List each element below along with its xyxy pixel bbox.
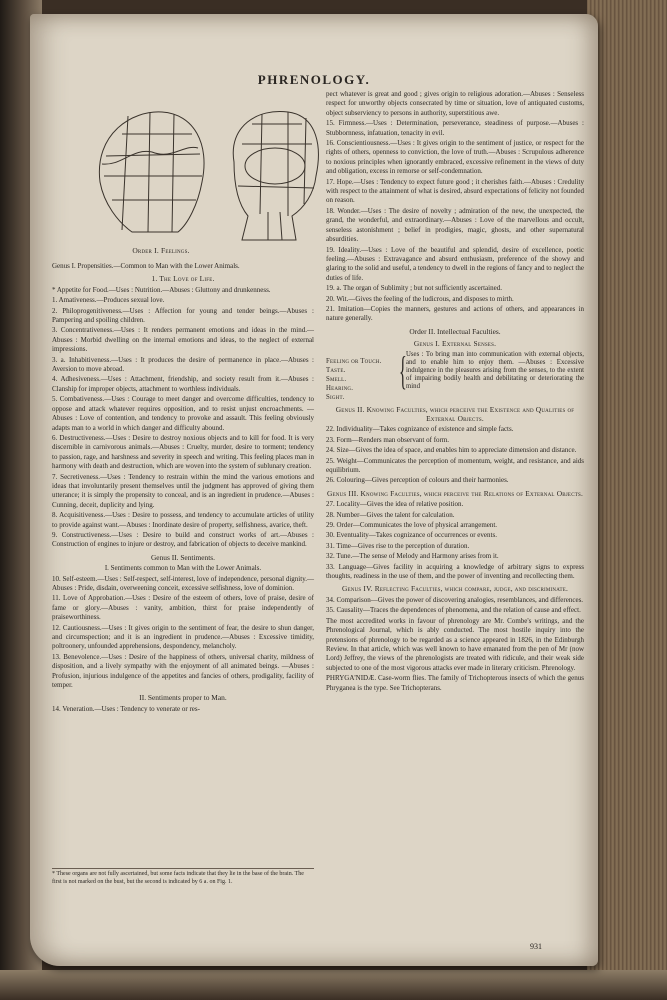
paragraph: 20. Wit.—Gives the feeling of the ludicrous, and disposes to mirth. (326, 294, 514, 303)
figure-caption: Order I. Feelings. (132, 246, 190, 255)
phrenology-heads-figure (92, 104, 322, 244)
paragraph: 25. Weight—Communicates the perception of momentum, weight, and resistance, and aids equilibrium. (326, 456, 584, 474)
paragraph: 35. Causality—Traces the dependences of phenomena, and the relation of cause and effect. (326, 606, 581, 615)
brace-glyph: { (399, 347, 407, 393)
sense-name: Feeling or Touch. (326, 357, 382, 365)
senses-list (326, 351, 396, 402)
book-bottom-edge (0, 970, 667, 1000)
section-heading: Genus I. External Senses. (413, 339, 497, 349)
paragraph: 31. Time—Gives rise to the perception of duration. (326, 541, 470, 550)
paragraph: 21. Imitation—Copies the manners, gestures and actions of others, and appearances in nature generally. (326, 304, 584, 323)
paragraph: 1. Amativeness.—Produces sexual love. (52, 296, 165, 305)
paragraph: 5. Combativeness.—Uses : Courage to meet danger and overcome difficulties, tendency to oppose and attack whatever requires opposition, and to resist unjust encroachments. —Abuses : Love of contention, and tendency to provoke and assault. This feeling obviously adapts man to a world in which danger and difficulty abound. (52, 395, 314, 432)
paragraph: 19. a. The organ of Sublimity ; but not sufficiently ascertained. (326, 284, 502, 293)
paragraph: 27. Locality—Gives the idea of relative position. (326, 500, 464, 509)
paragraph: 32. Tune.—The sense of Melody and Harmony arises from it. (326, 552, 499, 561)
paragraph: 24. Size—Gives the idea of space, and enables him to appreciate dimension and distance. (326, 446, 577, 455)
paragraph: 9. Constructiveness.—Uses : Desire to build and construct works of art.—Abuses : Construction of engines to injure or destroy, and fabrication of objects to deceive mankind. (52, 530, 314, 549)
subsection-heading: I. Sentiments common to Man with the Lower Animals. (104, 564, 262, 573)
paragraph: 15. Firmness.—Uses : Determination, perseverance, steadiness of purpose.—Abuses : Stubbornness, infatuation, tenacity in evil. (326, 119, 584, 137)
paragraph: 30. Eventuality—Takes cognizance of occurrences or events. (326, 531, 497, 540)
genus-heading: Genus I. Propensities.—Common to Man with the Lower Animals. (52, 262, 240, 270)
paragraph: 28. Number—Gives the talent for calculation. (326, 510, 455, 519)
subsection-heading: II. Sentiments proper to Man. (139, 693, 227, 703)
book-page (30, 14, 598, 966)
paragraph: 10. Self-esteem.—Uses : Self-respect, self-interest, love of independence, personal dignity.—Abuses : Pride, disdain, overweening conceit, excessive selfishness, love of dominion. (52, 574, 314, 592)
section-heading: Genus II. Knowing Faculties, which perceive the Existence and Qualities of External Objects. (335, 404, 575, 423)
paragraph: pect whatever is great and good ; gives origin to religious adoration.—Abuses : Senseless respect for unworthy objects consecrated by time or situation, love of antiquated customs, object subserviency to persons in authority, superstitious awe. (326, 90, 584, 117)
right-column (326, 90, 584, 694)
head-side-view-icon (99, 112, 204, 232)
section-heading: Genus IV. Reflecting Faculties, which compare, judge, and discriminate. (341, 584, 569, 594)
page-number: 931 (530, 942, 542, 951)
paragraph: 12. Cautiousness.—Uses : It gives origin to the sentiment of fear, the desire to shun danger, and circumspection; and it is an ingredient in prudence.—Abuses : Excessive timidity, poltroonery, unfounded apprehensions, despondency, melancholy. (52, 623, 314, 651)
paragraph: 34. Comparison—Gives the power of discovering analogies, resemblances, and differences. (326, 595, 584, 604)
sense-name: Hearing. (326, 384, 354, 392)
paragraph: 33. Language—Gives facility in acquiring a knowledge of arbitrary signs to express thoughts, readiness in the use of them, and the power of inventing and recollecting them. (326, 562, 584, 581)
paragraph: 16. Conscientiousness.—Uses : It gives origin to the sentiment of justice, or respect for the rights of others, openness to conviction, the love of truth.—Abuses : Scrupulous adherence to noxious principles when ignorantly embraced, excessive refinement in the views of duty and obligation, excess in remorse or self-condemnation. (326, 139, 584, 176)
section-heading: Genus II. Sentiments. (150, 552, 216, 562)
section-heading: Genus III. Knowing Faculties, which perceive the Relations of External Objects. (326, 488, 584, 498)
paragraph: 8. Acquisitiveness.—Uses : Desire to possess, and tendency to accumulate articles of utility to provide against want.—Abuses : Inordinate desire of property, selfishness, avarice, theft. (52, 511, 314, 529)
paragraph: 6. Destructiveness.—Uses : Desire to destroy noxious objects and to kill for food. It is very discernible in carnivorous animals.—Abuses : Cruelty, murder, desire to torment; tendency to passion, rage, and harshness and severity in speech and writing. This feeling places man in harmony with death and destruction, which are woven into the system of sublunary creation. (52, 433, 314, 471)
paragraph: 13. Benevolence.—Uses : Desire of the happiness of others, universal charity, mildness of disposition, and a lively sympathy with the enjoyment of all animated beings. —Abuses : Profusion, injurious indulgence of the appetites and fancies of others, prodigality, facility of temper. (52, 652, 314, 690)
paragraph: The most accredited works in favour of phrenology are Mr. Combe's writings, and the Phrenological Journal, which is ably conducted. The most hostile inquiry into the pretensions of phrenology to be regarded as a science appeared in 1826, in the Edinburgh Review. In that article, which was well known to have emanated from the pen of Mr (now Lord) Jeffrey, the views of the phrenologists are treated with ridicule, and their weak side subjected to one of the most vigorous attacks ever made in literary criticism. Phrenology. (326, 616, 584, 672)
paragraph: 14. Veneration.—Uses : Tendency to venerate or res- (52, 704, 200, 713)
section-heading: 1. The Love of Life. (151, 274, 215, 284)
sense-name: Sight. (326, 393, 345, 401)
paragraph: 26. Colouring—Gives perception of colours and their harmonies. (326, 476, 509, 485)
paragraph: 4. Adhesiveness.—Uses : Attachment, friendship, and society result from it.—Abuses : Clanship for improper objects, attachment to worthless individuals. (52, 375, 314, 393)
entry-phryganidae: PHRYGA'NIDÆ. Case-worm flies. The family of Trichopterous insects of which the genus Phryganea is the type. See Trichopterans. (326, 674, 584, 692)
paragraph: 7. Secretiveness.—Uses : Tendency to restrain within the mind the various emotions and ideas that involuntarily present themselves until the judgment has approved of giving them utterance; it is simply the propensity to conceal, and is an ingredient in prudence.—Abuses : Cunning, deceit, duplicity and lying. (52, 472, 314, 509)
paragraph: 19. Ideality.—Uses : Love of the beautiful and splendid, desire of excellence, poetic feeling.—Abuses : Extravagance and absurd enthusiasm, preference of the showy and glaring to the solid and useful, a tendency to dwell in the regions of fancy and to neglect the duties of life. (326, 245, 584, 282)
sense-name: Smell. (326, 375, 347, 383)
senses-description: Uses : To bring man into communication with external objects, and to enable him to enjoy them. —Abuses : Excessive indulgence in the pleasures arising from the senses, to the extent of impairing bodily health and debilitating or deteriorating the mind (406, 350, 584, 391)
paragraph: 3. Concentrativeness.—Uses : It renders permanent emotions and ideas in the mind.—Abuses : Morbid dwelling on the internal emotions and ideas, to the neglect of external impressions. (52, 326, 314, 354)
paragraph: * Appetite for Food.—Uses : Nutrition.—Abuses : Gluttony and drunkenness. (52, 285, 271, 294)
paragraph: 11. Love of Approbation.—Uses : Desire of the esteem of others, love of praise, desire of fame or glory.—Abuses : vanity, ambition, thirst for praise independently of praiseworthiness. (52, 594, 314, 622)
footnote: * These organs are not fully ascertained, but some facts indicate that they lie in the base of the brain. The first is not marked on the bust, but the second is indicated by 6 a. on Fig. 1. (52, 868, 314, 886)
paragraph: 2. Philoprogenitiveness.—Uses : Affection for young and tender beings.—Abuses : Pampering and spoiling children. (52, 306, 314, 325)
paragraph: 23. Form—Renders man observant of form. (326, 435, 450, 444)
sense-name: Taste. (326, 366, 346, 374)
page-stack-edge (587, 0, 667, 1000)
left-column (52, 262, 314, 715)
paragraph: 3. a. Inhabitiveness.—Uses : It produces the desire of permanence in place.—Abuses : Aversion to move abroad. (52, 355, 314, 374)
external-senses-block (326, 347, 584, 402)
paragraph: 22. Individuality—Takes cognizance of existence and simple facts. (326, 425, 514, 434)
paragraph: 17. Hope.—Uses : Tendency to expect future good ; it cherishes faith.—Abuses : Credulity with respect to the attainment of what is desired, absurd expectations of felicity not founded on reason. (326, 177, 584, 205)
page-title: PHRENOLOGY. (257, 72, 371, 87)
head-back-view-icon (233, 111, 318, 240)
paragraph: 29. Order—Communicates the love of physical arrangement. (326, 521, 498, 530)
paragraph: 18. Wonder.—Uses : The desire of novelty ; admiration of the new, the unexpected, the grand, the wonderful, and extraordinary.—Abuses : Love of the marvellous and occult, senseless astonishment ; belief in prodigies, magic, ghosts, and other supernatural absurdities. (326, 206, 584, 244)
section-heading: Order II. Intellectual Faculties. (409, 326, 501, 336)
